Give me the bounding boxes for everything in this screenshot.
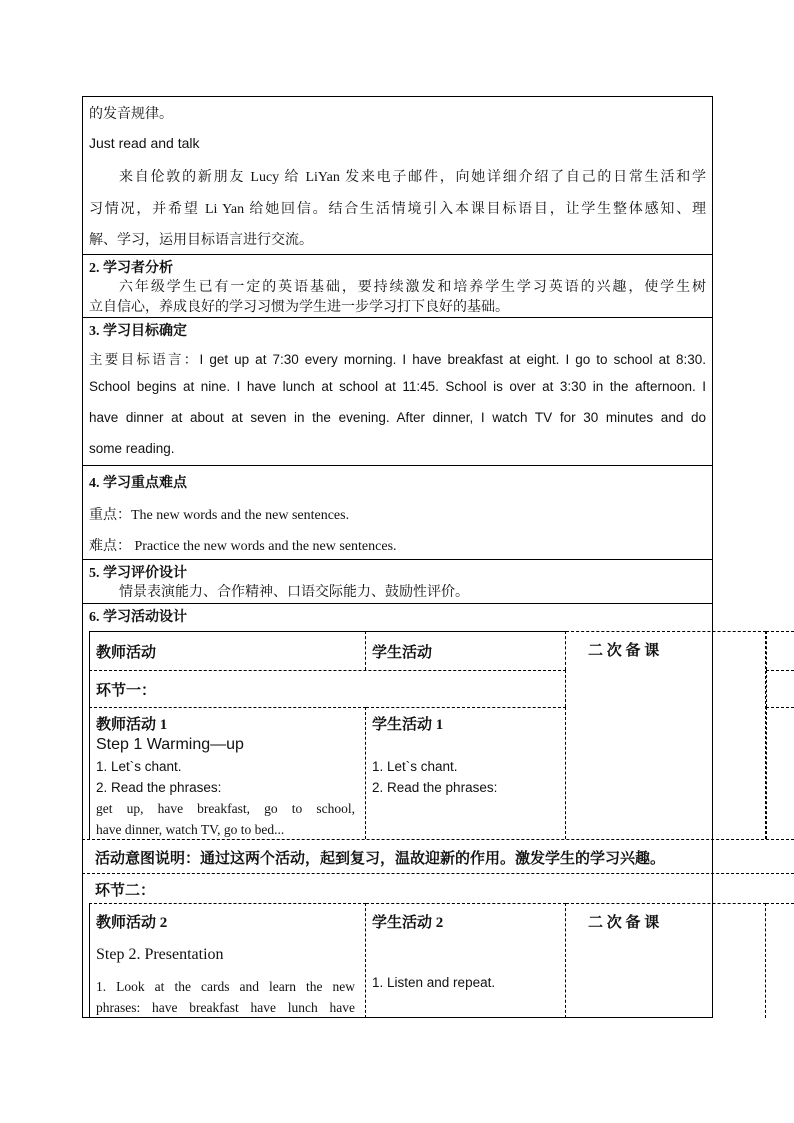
intent1-cell (82, 839, 794, 873)
teacher2-step: Step 2. Presentation (96, 946, 224, 963)
section3-line1: 主要目标语言：I get up at 7:30 every morning. I have breakfast at eight. I go to school at 8:30. (89, 352, 706, 367)
section-learner-analysis (83, 254, 712, 317)
section3-line2: School begins at nine. I have lunch at school at 11:45. School is over at 3:30 in the afternoon. I (89, 379, 706, 394)
stage1-label: 环节一： (96, 683, 157, 699)
student1-item2: 2. Read the phrases: (372, 780, 498, 795)
intro-para-2: 习情况，并希望 Li Yan 给她回信。结合生活情境引入本课目标语目，让学生整体感知、理 (89, 202, 706, 217)
section6-title: 6. 学习活动设计 (89, 610, 187, 625)
section5-title: 5. 学习评价设计 (89, 566, 187, 581)
teacher1-step: Step 1 Warming—up (96, 736, 244, 753)
student2-title: 学生活动 2 (372, 915, 444, 931)
section2-title: 2. 学习者分析 (89, 261, 173, 276)
teacher1-phrases2: have dinner, watch TV, go to bed... (96, 822, 285, 837)
student2-item1: 1. Listen and repeat. (372, 975, 496, 990)
student-activity-1-cell (366, 707, 566, 839)
teacher-activity-2-cell (89, 903, 366, 1018)
second-prep-cell-2 (566, 903, 766, 1018)
second-prep-cell-1 (566, 631, 766, 839)
intro-line2: Just read and talk (89, 135, 200, 151)
section4-key: 重点：The new words and the new sentences. (89, 508, 350, 523)
teacher2-line1: 1. Look at the cards and learn the new (96, 979, 355, 994)
student-header-cell (366, 631, 566, 670)
teacher-activity-1-cell (89, 707, 366, 839)
extra-dash-cell-1 (766, 631, 794, 670)
intro-para-1: 来自伦敦的新朋友 Lucy 给 LiYan 发来电子邮件，向她详细介绍了自己的日常生活和学 (119, 170, 706, 185)
section3-line3: have dinner at about at seven in the evening. After dinner, I watch TV for 30 minutes and do (89, 410, 706, 425)
intro-line1: 的发音规律。 (89, 107, 173, 122)
teacher1-title: 教师活动 1 (96, 717, 168, 733)
section4-difficult: 难点： Practice the new words and the new sentences. (89, 539, 397, 554)
section5-line: 情景表演能力、合作精神、口语交际能力、鼓励性评价。 (119, 585, 469, 600)
student1-item1: 1. Let`s chant. (372, 759, 458, 774)
section-objectives (83, 317, 712, 465)
section-evaluation (83, 559, 712, 603)
teacher1-item2: 2. Read the phrases: (96, 780, 222, 795)
section3-line4: some reading. (89, 441, 175, 456)
stage2-cell (82, 873, 794, 903)
second-prep-1: 二 次 备 课 (588, 643, 660, 659)
extra-dash-cell-3 (766, 707, 794, 839)
teacher1-item1: 1. Let`s chant. (96, 759, 182, 774)
section2-line2: 立自信心，养成良好的学习习惯为学生进一步学习打下良好的基础。 (89, 300, 509, 315)
teacher2-title: 教师活动 2 (96, 915, 168, 931)
student-activity-2-cell (366, 903, 566, 1018)
teacher-header: 教师活动 (96, 645, 157, 661)
section4-title: 4. 学习重点难点 (89, 476, 187, 491)
intent1: 活动意图说明：通过这两个活动，起到复习，温故迎新的作用。激发学生的学习兴趣。 (95, 851, 666, 867)
stage1-cell (89, 670, 566, 707)
section3-title: 3. 学习目标确定 (89, 324, 187, 339)
second-prep-2: 二 次 备 课 (588, 915, 660, 931)
section2-line1: 六年级学生已有一定的英语基础，要持续激发和培养学生学习英语的兴趣，使学生树 (119, 280, 706, 295)
teacher2-line2: phrases: have breakfast have lunch have (96, 1000, 355, 1015)
intro-para-3: 解、学习，运用目标语言进行交流。 (89, 233, 313, 248)
student1-title: 学生活动 1 (372, 717, 444, 733)
teacher1-phrases1: get up, have breakfast, go to school, (96, 801, 355, 816)
stage2-label: 环节二： (95, 883, 156, 899)
section-key-points (83, 465, 712, 559)
extra-dash-cell-4 (766, 903, 794, 1018)
extra-dash-cell-2 (766, 670, 794, 707)
student-header: 学生活动 (372, 645, 433, 661)
teacher-header-cell (89, 631, 366, 670)
